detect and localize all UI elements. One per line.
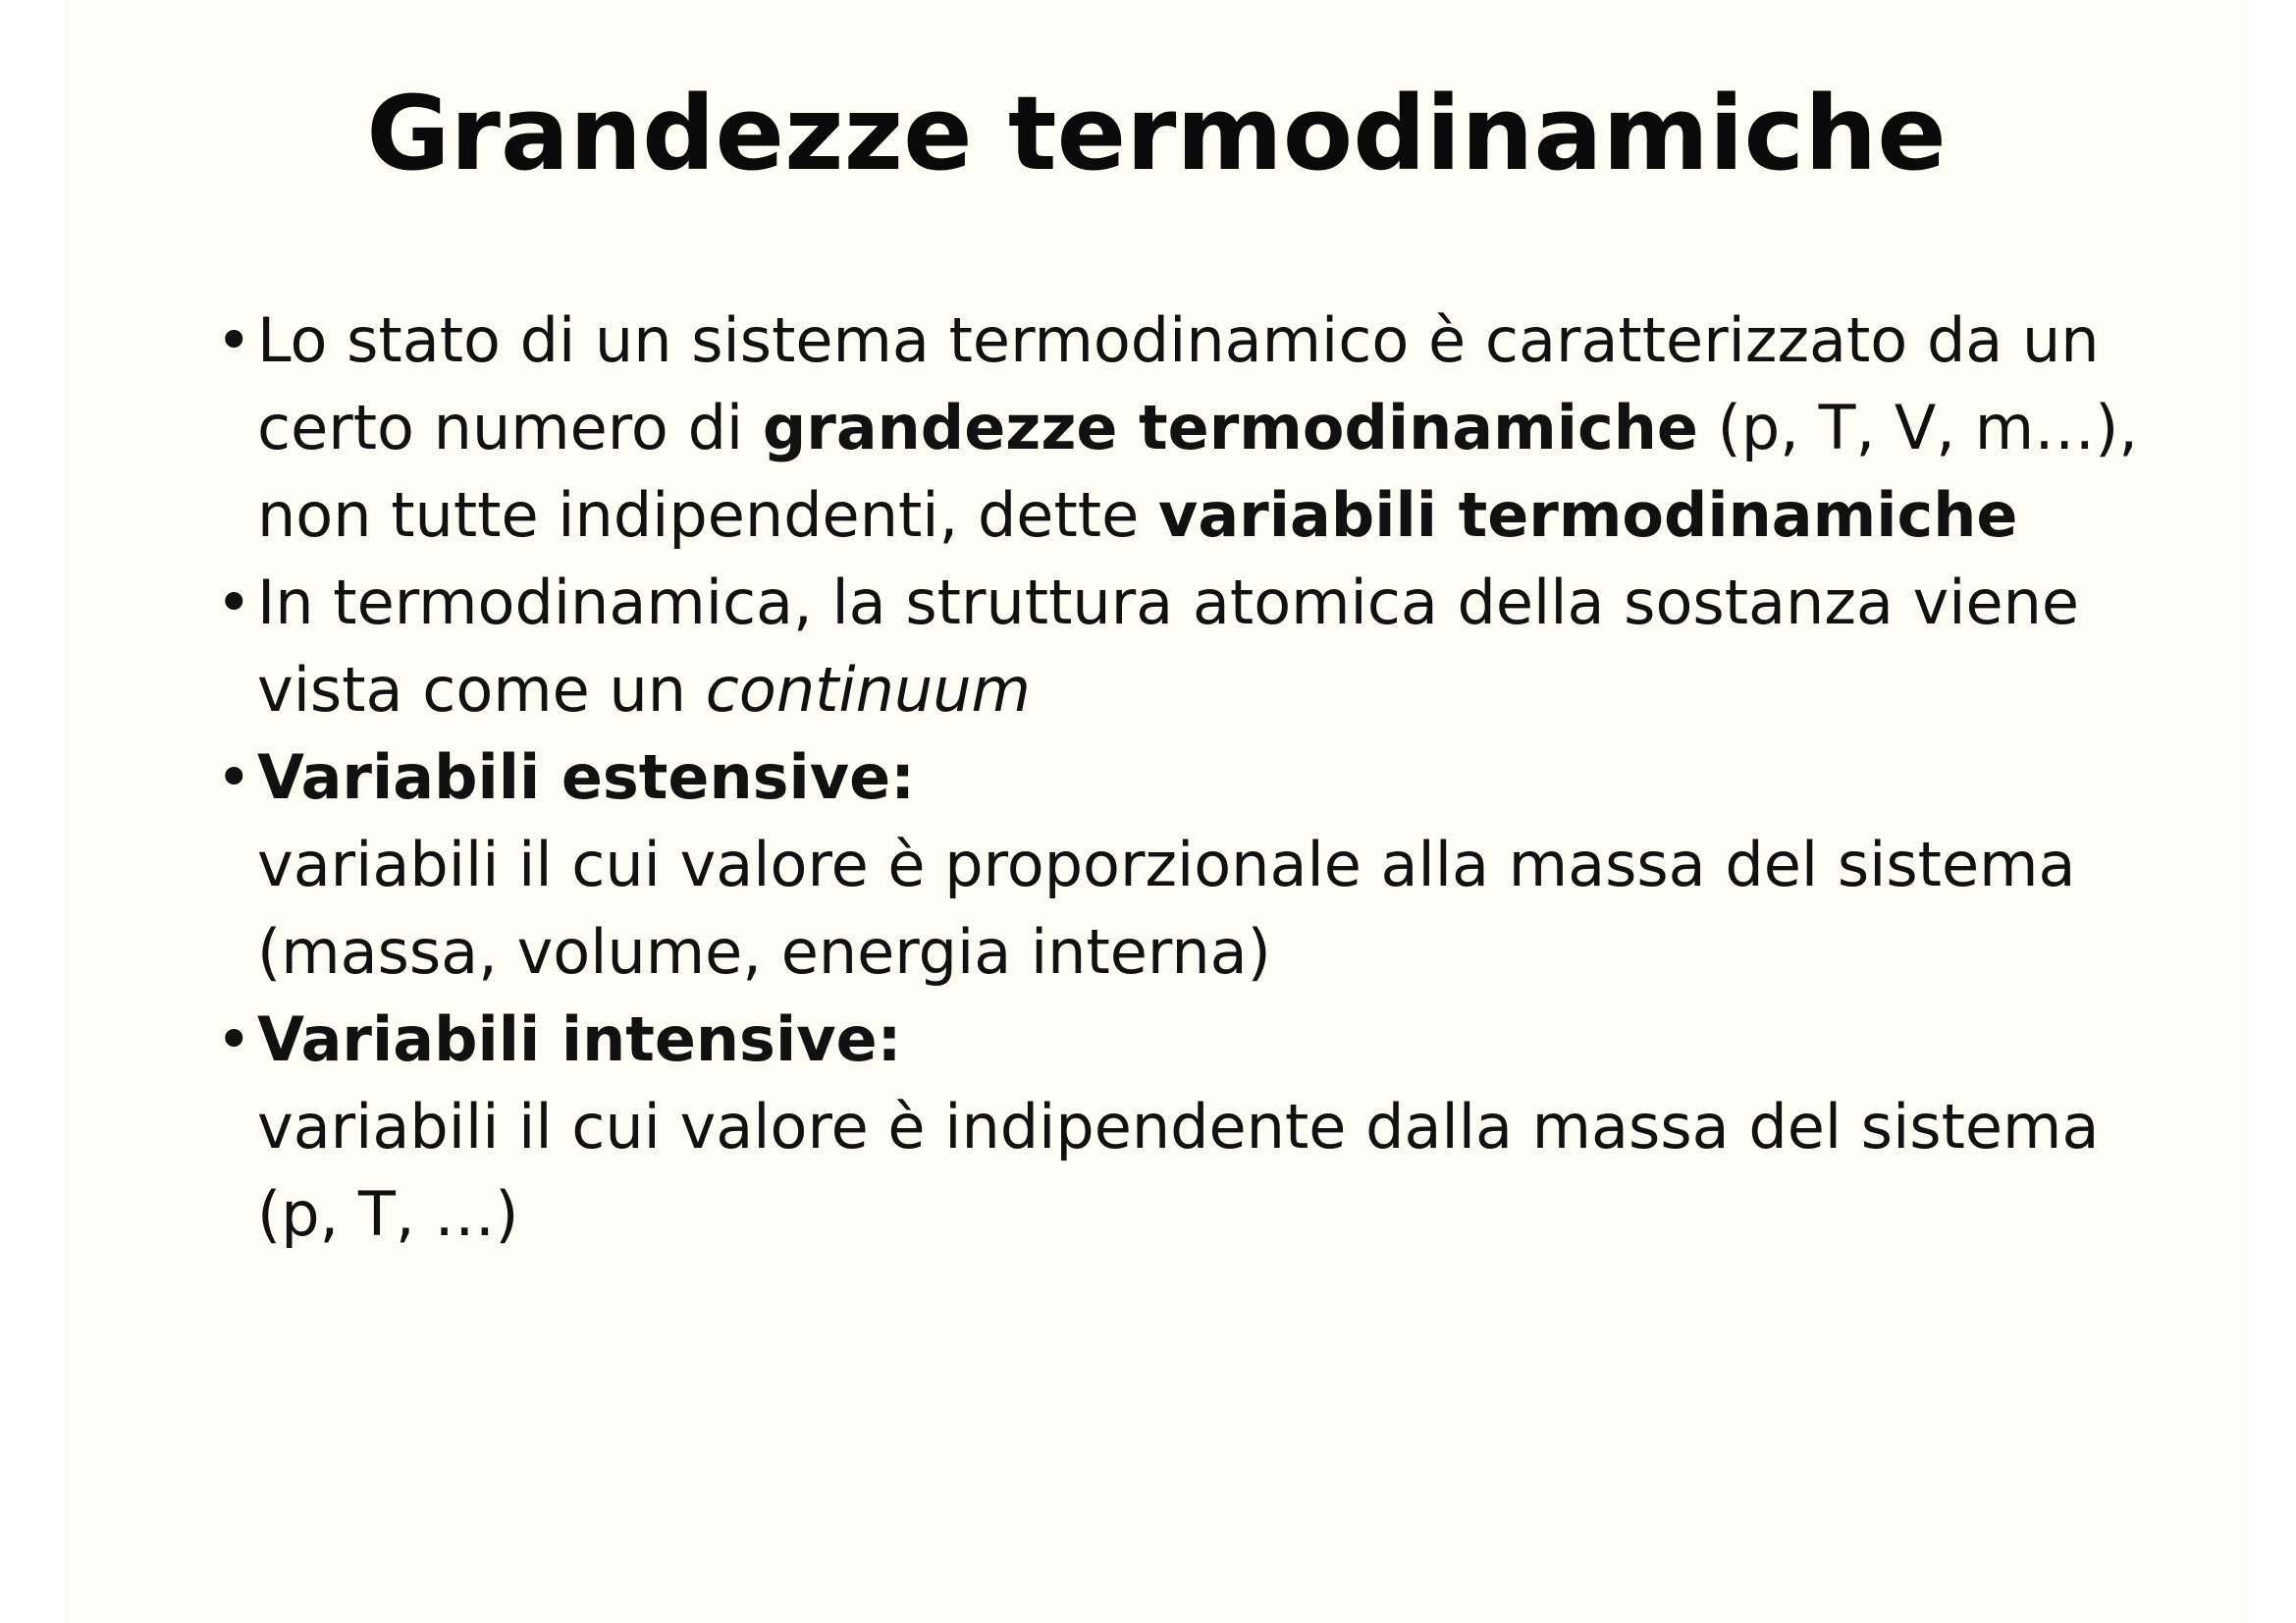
bullet-dot-icon: •: [216, 1003, 252, 1075]
bullet-item: [216, 559, 2140, 733]
bullet-dot-icon: •: [216, 741, 252, 813]
bullet-italic-term: continuum: [705, 654, 1031, 726]
bullet-list: [216, 297, 2140, 1258]
bullet-text-run: In termodinamica, la struttura atomica della sostanza viene vista come un: [257, 567, 2080, 726]
bullet-text-run: variabili il cui valore è indipendente dalla massa del sistema (p, T, …): [257, 1091, 2100, 1250]
bullet-item: [216, 297, 2140, 559]
bullet-item: [216, 996, 2140, 1258]
bullet-text: [257, 559, 2140, 733]
bullet-heading: Variabili intensive:: [257, 1003, 902, 1075]
bullet-item: [216, 733, 2140, 996]
bullet-text: [257, 733, 2140, 996]
bullet-text: [257, 297, 2140, 559]
bullet-text-run: (p, T, V, m…), non tutte indipendenti, dette: [257, 392, 2138, 551]
bullet-dot-icon: •: [216, 304, 252, 376]
bullet-text: [257, 996, 2140, 1258]
bullet-bold-term: grandezze termodinamiche: [762, 392, 1698, 463]
slide-title: Grandezze termodinamiche: [366, 74, 1947, 193]
bullet-dot-icon: •: [216, 567, 252, 638]
bullet-text-run: variabili il cui valore è proporzionale alla massa del sistema (massa, volume, energia interna): [257, 829, 2076, 988]
slide: [65, 0, 2248, 1623]
bullet-text-run: Lo stato di un sistema termodinamico è caratterizzato da un certo numero di: [257, 304, 2100, 463]
bullet-bold-term: variabili termodinamiche: [1157, 479, 2018, 551]
bullet-heading: Variabili estensive:: [257, 741, 916, 813]
